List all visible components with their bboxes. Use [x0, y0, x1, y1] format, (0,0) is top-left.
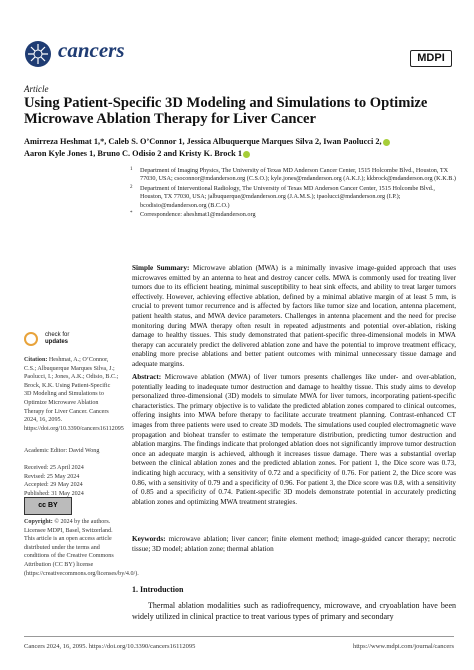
keywords-text: microwave ablation; liver cancer; finite element method; image-guided cancer therapy; necrotic tissue; 3D model; ablation zone; thermal ablation: [132, 535, 457, 553]
affiliation-1: [130, 167, 456, 184]
author-list: [24, 136, 454, 160]
journal-name: cancers: [58, 38, 125, 62]
orcid-icon[interactable]: [243, 151, 250, 158]
author-line-2: Aaron Kyle Jones 1, Bruno C. Odisio 2 and Kristy K. Brock 1: [24, 149, 242, 158]
dates-block: [24, 464, 119, 498]
author-line-1: Amirreza Heshmat 1,*, Caleb S. O’Connor 1, Jessica Albuquerque Marques Silva 2, Iwan Paolucci 2,: [24, 137, 382, 146]
correspondence-text: Correspondence: aheshmat1@mdanderson.org: [140, 211, 256, 219]
check-updates-icon: [24, 332, 38, 346]
academic-editor: Academic Editor: David Wong: [24, 448, 100, 454]
keywords: [132, 535, 456, 554]
citation-block: [24, 356, 124, 433]
affiliation-text: Department of Interventional Radiology, The University of Texas MD Anderson Cancer Center, 1515 Holcombe Blvd., Houston, TX 77030, USA; jalbuquerque@mdanderson.org (J.A.M.S.); ipaolucci@mdanderson.org (I.P.); bcodisio@mdanderson.org (B.C.O.): [140, 184, 435, 209]
citation-text: Heshmat, A.; O’Connor, C.S.; Albuquerque Marques Silva, J.; Paolucci, I.; Jones, A.K.; Odisio, B.C.; Brock, K.K. Using Patient-Specific 3D Modeling and Simulations to Optimize Microwave Ablation Therapy for Liver Cancer. Cancers 2024, 16, 2095. https://doi.org/10.3390/cancers16112095: [24, 357, 124, 432]
introduction-paragraph: Thermal ablation modalities such as radiofrequency, microwave, and cryoablation have been widely utilized in clinical practice to treat various types of primary and secondary: [132, 601, 456, 621]
copyright-block: [24, 518, 139, 578]
citation-label: Citation:: [24, 357, 48, 363]
check-updates-label: check for updates: [45, 332, 70, 346]
copyright-label: Copyright:: [24, 519, 53, 525]
simple-summary-text: Microwave ablation (MWA) is a minimally invasive image-guided approach that uses microwaves emitted by an antenna to heat and destroy cancer cells. MWA is commonly used for treating liver tumors due to its efficient heating, minimal susceptibility to heat sink effects, and ability to treat larger tumors effectively. However, achieving effective ablation, defined by a minimal ablative margin of at least 5 mm, is crucial to prevent tumor recurrence and is affected by factors like tumor size and location, antenna placement, patient health status, and MWA device parameters. Challenges in antenna placement and the need for precise monitoring during MWA therapy often result in repeated adjustments and potential over-ablation, risking damage to healthy tissues. This study demonstrated that patient-specific three-dimensional models in MWA therapy can accurately predict the delivered ablation zone and have the potential to improve treatment efficacy, enabling more precise ablations and better patient outcomes with minimal unnecessary tissue damage and adequate margins.: [132, 264, 457, 368]
copyright-text: © 2024 by the authors. Licensee MDPI, Basel, Switzerland. This article is an open access article distributed under the terms and conditions of the Creative Commons Attribution (CC BY) license (https://creativecommons.org/licenses/by/4.0/).: [24, 519, 139, 577]
introduction-text: [132, 600, 456, 622]
correspondence: [130, 211, 456, 219]
check-for-updates-button[interactable]: [24, 330, 69, 348]
date-received: Received: 25 April 2024: [24, 465, 84, 471]
affiliations: [130, 167, 456, 220]
abstract-label: Abstract:: [132, 373, 162, 381]
simple-summary: [132, 264, 456, 370]
keywords-label: Keywords:: [132, 535, 166, 543]
date-accepted: Accepted: 29 May 2024: [24, 482, 83, 489]
affiliation-number: 1: [130, 167, 133, 172]
footer-journal-link[interactable]: https://www.mdpi.com/journal/cancers: [352, 643, 454, 650]
paper-title: Using Patient-Specific 3D Modeling and Simulations to Optimize Microwave Ablation Therapy for Liver Cancer: [24, 95, 428, 127]
article-type: Article: [24, 84, 49, 94]
affiliation-text: Department of Imaging Physics, The University of Texas MD Anderson Cancer Center, 1515 Holcombe Blvd., Houston, TX 77030, USA; csoconnor@mdanderson.org (C.S.O.); kyle.jones@mdanderson.org (A.K.J.); kkbrock@mdanderson.org (K.K.B.): [140, 167, 456, 183]
journal-logo-icon: [24, 40, 52, 68]
orcid-icon[interactable]: [383, 139, 390, 146]
affiliation-2: [130, 185, 456, 210]
footer-divider: [24, 636, 454, 637]
date-revised: Revised: 25 May 2024: [24, 473, 80, 480]
abstract-text: Microwave ablation (MWA) of liver tumors presents challenges like under- and over-ablation, potentially leading to inadequate tumor destruction and damage to healthy tissue. This study aims to develop personalized three-dimensional (3D) models to simulate MWA for liver tumors, incorporating patient-specific characteristics. The primary objective is to validate the predicted ablation zones compared to clinical outcomes, offering insights into MWA before therapy to facilitate accurate treatment planning. Contrast-enhanced CT images from three patients were used to create 3D models. The simulations used coupled electromagnetic wave propagation and bioheat transfer to estimate the temperature distribution, predicting tumor destruction and ablation margins. The findings indicate that prolonged ablation does not significantly improve tumor destruction once an adequate margin is achieved, although it increases tissue damage. There was a substantial overlap between the clinical ablation zones and the predicted ablation zones. For patient 1, the Dice score was 0.73, indicating high accuracy, with a sensitivity of 0.72 and a specificity of 0.76. For patient 2, the Dice score was 0.86, with a sensitivity of 0.79 and a specificity of 0.96. For patient 3, the Dice score was 0.8, with a sensitivity of 0.85 and a specificity of 0.74. Patient-specific 3D models demonstrate potential in accurately predicting ablation zones and optimizing MWA treatment strategies.: [132, 373, 456, 506]
affiliation-number: *: [130, 211, 133, 217]
affiliation-number: 2: [130, 184, 133, 190]
section-heading-introduction: 1. Introduction: [132, 585, 184, 594]
footer-citation[interactable]: Cancers 2024, 16, 2095. https://doi.org/10.3390/cancers16112095: [24, 643, 196, 650]
publisher-logo: MDPI: [410, 50, 452, 67]
abstract: [132, 373, 456, 507]
simple-summary-label: Simple Summary:: [132, 264, 190, 272]
date-published: Published: 31 May 2024: [24, 490, 84, 497]
cc-by-license-icon[interactable]: cc BY: [24, 497, 72, 515]
